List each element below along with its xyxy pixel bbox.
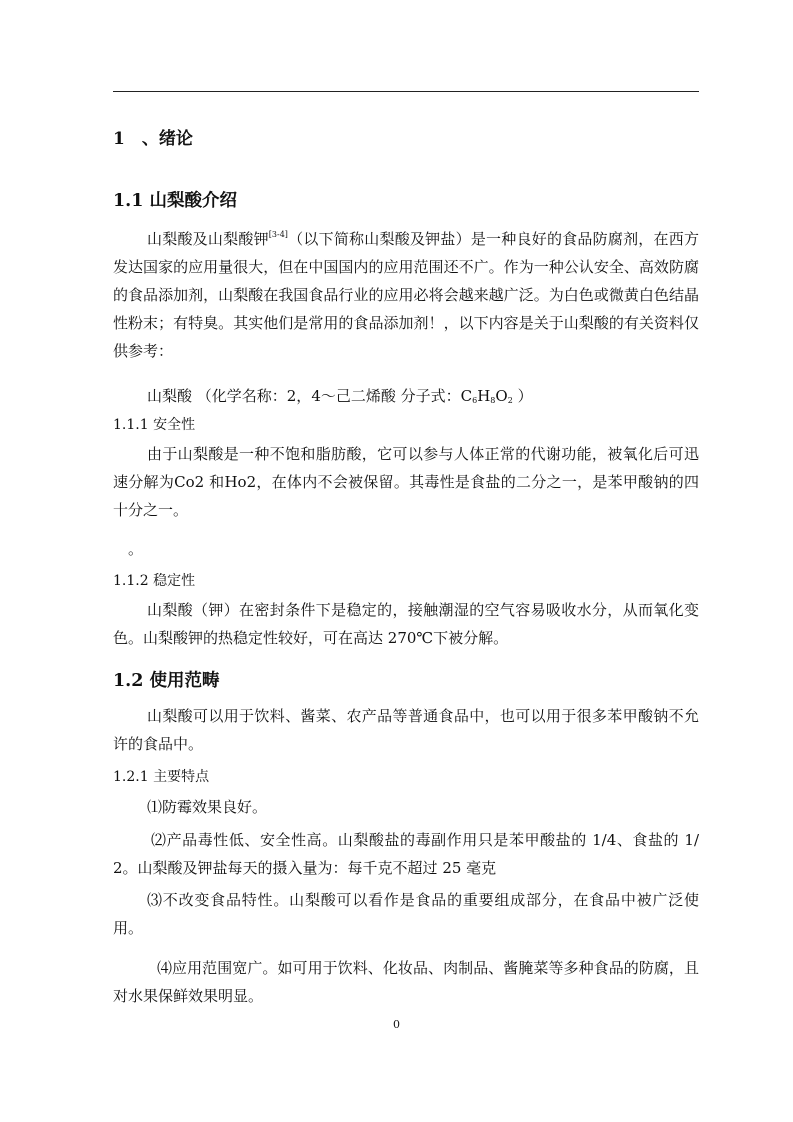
formula-c-sub: 6 <box>472 396 478 405</box>
intro-text-rest: （以下简称山梨酸及钾盐）是一种良好的食品防腐剂，在西方发达国家的应用量很大，但在中国国内的应用范围还不广。作为一种公认安全、高效防腐的食品添加剂，山梨酸在我国食品行业的应用必将会越来越广泛。为白色或微黄白色结晶性粉末；有特臭。其实他们是常用的食品添加剂！，以下内容是关于山梨酸的有关资料仅供参考： <box>113 230 699 360</box>
formula-suffix: ） <box>512 387 533 405</box>
formula-o-sub: 2 <box>507 396 513 405</box>
usage-paragraph: 山梨酸可以用于饮料、酱菜、农产品等普通食品中，也可以用于很多苯甲酸钠不允许的食品中。 <box>113 707 699 753</box>
intro-paragraph <box>113 221 699 365</box>
formula-line <box>147 385 533 406</box>
subsection-heading-1-2-1: 1.2.1 主要特点 <box>113 769 210 785</box>
formula-h: H <box>477 387 491 405</box>
formula-o: O <box>495 387 508 405</box>
safety-paragraph: 由于山梨酸是一种不饱和脂肪酸，它可以参与人体正常的代谢功能，被氧化后可迅速分解为Co2 和Ho2，在体内不会被保留。其毒性是食盐的二分之一，是苯甲酸钠的四十分之一。 <box>113 445 699 519</box>
feature-item-3: ⑶不改变食品特性。山梨酸可以看作是食品的重要组成部分，在食品中被广泛使用。 <box>113 891 699 937</box>
stray-period: 。 <box>128 540 144 558</box>
feature-item-2: ⑵产品毒性低、安全性高。山梨酸盐的毒副作用只是苯甲酸盐的 1/4、食盐的 1/2。山梨酸及钾盐每天的摄入量为：每千克不超过 25 毫克 <box>113 831 699 877</box>
feature-item-1: ⑴防霉效果良好。 <box>147 798 268 816</box>
formula-prefix: 山梨酸 （化学名称：2，4～己二烯酸 分子式：C <box>147 387 473 405</box>
header-rule <box>113 91 699 92</box>
page-number: 0 <box>393 1018 400 1031</box>
section-heading-1-2: 1.2 使用范畴 <box>113 671 220 691</box>
stability-paragraph: 山梨酸（钾）在密封条件下是稳定的，接触潮湿的空气容易吸收水分，从而氧化变色。山梨酸钾的热稳定性较好，可在高达 270℃下被分解。 <box>113 601 699 647</box>
citation-ref: [3-4] <box>268 230 288 239</box>
formula-h-sub: 8 <box>490 396 496 405</box>
subsection-heading-1-1-2: 1.1.2 稳定性 <box>113 573 196 589</box>
chapter-heading: 1 、绪论 <box>113 129 193 149</box>
feature-item-4: ⑷应用范围宽广。如可用于饮料、化妆品、肉制品、酱腌菜等多种食品的防腐，且对水果保鲜效果明显。 <box>113 959 699 1005</box>
intro-text-start: 山梨酸及山梨酸钾 <box>147 230 269 248</box>
subsection-heading-1-1-1: 1.1.1 安全性 <box>113 417 196 433</box>
section-heading-1-1: 1.1 山梨酸介绍 <box>113 191 238 211</box>
